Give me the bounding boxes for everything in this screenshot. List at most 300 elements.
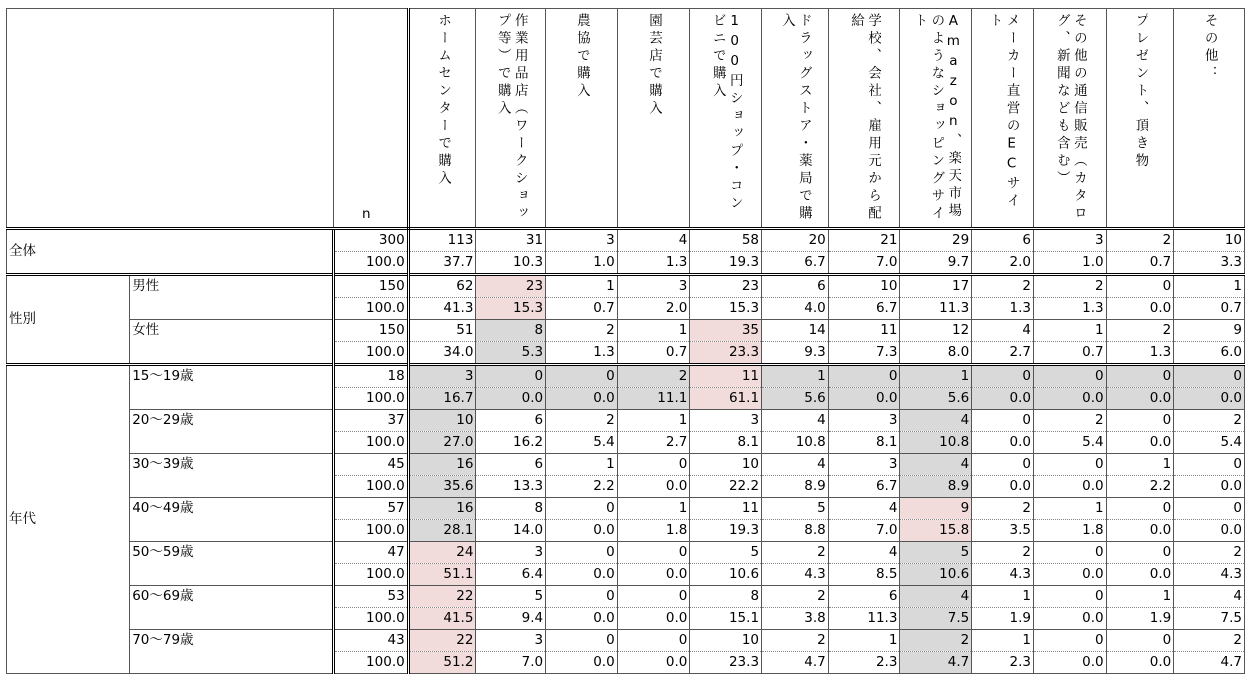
count-cell: 1 — [617, 410, 690, 432]
percent-cell: 1.3 — [1106, 342, 1174, 365]
table-row-count — [7, 229, 1245, 252]
percent-cell: 2.3 — [828, 652, 900, 674]
count-cell: 1 — [900, 365, 972, 388]
percent-cell: 0.0 — [476, 388, 546, 410]
percent-cell: 61.1 — [690, 388, 762, 410]
percent-cell: 5.6 — [762, 388, 829, 410]
count-cell: 0 — [1174, 365, 1245, 388]
percent-cell: 3.8 — [762, 608, 829, 630]
count-cell: 0 — [1106, 365, 1174, 388]
percent-cell: 22.2 — [690, 476, 762, 498]
count-cell: 4 — [762, 410, 829, 432]
table-row-count — [7, 410, 1245, 432]
column-header-text: 作業用品店（ワークショップ等）で購入 — [494, 13, 528, 223]
percent-cell: 11.1 — [617, 388, 690, 410]
count-cell: 2 — [546, 320, 618, 342]
count-cell: 2 — [546, 410, 618, 432]
count-cell: 20 — [762, 229, 829, 252]
column-header-text: ホームセンターで購入 — [435, 13, 452, 188]
count-cell: 6 — [972, 229, 1034, 252]
count-cell: 0 — [1106, 410, 1174, 432]
count-cell: 5 — [900, 542, 972, 564]
percent-cell: 2.2 — [1106, 476, 1174, 498]
count-cell: 2 — [1174, 410, 1245, 432]
percent-cell: 34.0 — [408, 342, 476, 365]
count-cell: 11 — [690, 498, 762, 520]
percent-cell: 0.0 — [1033, 608, 1106, 630]
percent-cell: 6.7 — [762, 252, 829, 275]
percent-cell: 6.7 — [828, 298, 900, 320]
percent-cell: 4.3 — [972, 564, 1034, 586]
table-row-count — [7, 498, 1245, 520]
percent-cell: 15.3 — [476, 298, 546, 320]
percent-cell: 0.0 — [1106, 388, 1174, 410]
count-cell: 0 — [972, 454, 1034, 476]
count-cell: 4 — [828, 498, 900, 520]
table-row-count — [7, 320, 1245, 342]
header-n: n — [333, 9, 408, 229]
row-label: 20～29歳 — [130, 410, 334, 454]
count-cell: 58 — [690, 229, 762, 252]
column-header-text: ドラッグストア・薬局で購入 — [778, 13, 812, 223]
percent-cell: 41.3 — [408, 298, 476, 320]
n-count-cell: 18 — [333, 365, 408, 388]
count-cell: 5 — [476, 586, 546, 608]
row-label: 男性 — [130, 275, 334, 320]
count-cell: 5 — [762, 498, 829, 520]
count-cell: 11 — [690, 365, 762, 388]
count-cell: 2 — [617, 365, 690, 388]
percent-cell: 11.3 — [828, 608, 900, 630]
count-cell: 0 — [1106, 275, 1174, 298]
count-cell: 21 — [828, 229, 900, 252]
count-cell: 0 — [617, 454, 690, 476]
percent-cell: 0.0 — [828, 388, 900, 410]
count-cell: 0 — [476, 365, 546, 388]
percent-cell: 8.0 — [900, 342, 972, 365]
percent-cell: 0.0 — [617, 608, 690, 630]
percent-cell: 0.0 — [1174, 520, 1245, 542]
count-cell: 1 — [617, 498, 690, 520]
count-cell: 2 — [900, 630, 972, 652]
percent-cell: 6.4 — [476, 564, 546, 586]
n-count-cell: 53 — [333, 586, 408, 608]
percent-cell: 4.7 — [1174, 652, 1245, 674]
percent-cell: 28.1 — [408, 520, 476, 542]
percent-cell: 35.6 — [408, 476, 476, 498]
percent-cell: 0.0 — [1033, 476, 1106, 498]
n-percent-cell: 100.0 — [333, 476, 408, 498]
column-header — [690, 9, 762, 229]
count-cell: 0 — [1033, 586, 1106, 608]
count-cell: 2 — [1174, 630, 1245, 652]
percent-cell: 6.0 — [1174, 342, 1245, 365]
percent-cell: 37.7 — [408, 252, 476, 275]
row-header-total: 全体 — [7, 229, 334, 275]
percent-cell: 1.0 — [546, 252, 618, 275]
count-cell: 1 — [546, 454, 618, 476]
count-cell: 23 — [690, 275, 762, 298]
count-cell: 2 — [762, 542, 829, 564]
count-cell: 6 — [476, 454, 546, 476]
count-cell: 35 — [690, 320, 762, 342]
count-cell: 2 — [1106, 320, 1174, 342]
n-percent-cell: 100.0 — [333, 388, 408, 410]
count-cell: 10 — [828, 275, 900, 298]
count-cell: 4 — [972, 320, 1034, 342]
percent-cell: 1.3 — [1033, 298, 1106, 320]
column-header — [476, 9, 546, 229]
count-cell: 2 — [762, 630, 829, 652]
percent-cell: 10.6 — [690, 564, 762, 586]
percent-cell: 7.0 — [828, 520, 900, 542]
percent-cell: 1.3 — [972, 298, 1034, 320]
n-percent-cell: 100.0 — [333, 564, 408, 586]
percent-cell: 15.8 — [900, 520, 972, 542]
count-cell: 0 — [972, 365, 1034, 388]
percent-cell: 5.4 — [1174, 432, 1245, 454]
row-label: 15～19歳 — [130, 365, 334, 410]
percent-cell: 4.7 — [762, 652, 829, 674]
column-header — [828, 9, 900, 229]
percent-cell: 0.0 — [1033, 388, 1106, 410]
percent-cell: 0.0 — [1106, 564, 1174, 586]
count-cell: 1 — [1033, 320, 1106, 342]
column-header-text: その他の通信販売（カタログ、新聞なども含む） — [1053, 13, 1087, 223]
percent-cell: 9.4 — [476, 608, 546, 630]
percent-cell: 0.7 — [1174, 298, 1245, 320]
percent-cell: 15.3 — [690, 298, 762, 320]
percent-cell: 7.0 — [476, 652, 546, 674]
count-cell: 8 — [476, 498, 546, 520]
n-count-cell: 150 — [333, 320, 408, 342]
percent-cell: 5.3 — [476, 342, 546, 365]
row-label: 70～79歳 — [130, 630, 334, 674]
percent-cell: 7.5 — [1174, 608, 1245, 630]
count-cell: 10 — [690, 454, 762, 476]
percent-cell: 0.0 — [1106, 298, 1174, 320]
count-cell: 4 — [617, 229, 690, 252]
percent-cell: 8.9 — [762, 476, 829, 498]
percent-cell: 27.0 — [408, 432, 476, 454]
n-count-cell: 43 — [333, 630, 408, 652]
column-header — [972, 9, 1034, 229]
table-row-count — [7, 275, 1245, 298]
count-cell: 0 — [617, 586, 690, 608]
count-cell: 0 — [617, 542, 690, 564]
percent-cell: 2.2 — [546, 476, 618, 498]
percent-cell: 0.0 — [546, 564, 618, 586]
count-cell: 0 — [617, 630, 690, 652]
column-header — [1174, 9, 1245, 229]
count-cell: 4 — [1174, 586, 1245, 608]
percent-cell: 0.7 — [617, 342, 690, 365]
percent-cell: 0.0 — [617, 652, 690, 674]
percent-cell: 0.0 — [1174, 388, 1245, 410]
percent-cell: 0.0 — [1106, 432, 1174, 454]
table-row-count — [7, 454, 1245, 476]
crosstab-table — [6, 8, 1245, 674]
count-cell: 3 — [476, 630, 546, 652]
column-header-text: その他： — [1201, 13, 1218, 83]
percent-cell: 5.4 — [1033, 432, 1106, 454]
percent-cell: 10.6 — [900, 564, 972, 586]
percent-cell: 16.2 — [476, 432, 546, 454]
count-cell: 1 — [1106, 586, 1174, 608]
count-cell: 10 — [690, 630, 762, 652]
count-cell: 9 — [1174, 320, 1245, 342]
percent-cell: 0.0 — [1033, 652, 1106, 674]
count-cell: 0 — [546, 365, 618, 388]
percent-cell: 0.0 — [972, 476, 1034, 498]
n-count-cell: 57 — [333, 498, 408, 520]
row-label: 40～49歳 — [130, 498, 334, 542]
percent-cell: 0.0 — [546, 652, 618, 674]
percent-cell: 51.1 — [408, 564, 476, 586]
count-cell: 1 — [1033, 498, 1106, 520]
count-cell: 22 — [408, 630, 476, 652]
column-header — [1033, 9, 1106, 229]
n-percent-cell: 100.0 — [333, 432, 408, 454]
percent-cell: 10.8 — [762, 432, 829, 454]
column-header — [408, 9, 476, 229]
count-cell: 4 — [900, 454, 972, 476]
count-cell: 0 — [972, 410, 1034, 432]
n-count-cell: 37 — [333, 410, 408, 432]
column-header — [617, 9, 690, 229]
n-percent-cell: 100.0 — [333, 520, 408, 542]
count-cell: 62 — [408, 275, 476, 298]
count-cell: 1 — [828, 630, 900, 652]
count-cell: 0 — [1033, 365, 1106, 388]
count-cell: 4 — [828, 542, 900, 564]
count-cell: 0 — [546, 542, 618, 564]
count-cell: 0 — [1106, 542, 1174, 564]
percent-cell: 13.3 — [476, 476, 546, 498]
n-count-cell: 300 — [333, 229, 408, 252]
count-cell: 11 — [828, 320, 900, 342]
count-cell: 1 — [617, 320, 690, 342]
percent-cell: 4.7 — [900, 652, 972, 674]
count-cell: 9 — [900, 498, 972, 520]
count-cell: 16 — [408, 454, 476, 476]
count-cell: 14 — [762, 320, 829, 342]
count-cell: 16 — [408, 498, 476, 520]
percent-cell: 6.7 — [828, 476, 900, 498]
percent-cell: 4.3 — [762, 564, 829, 586]
count-cell: 22 — [408, 586, 476, 608]
count-cell: 0 — [828, 365, 900, 388]
count-cell: 0 — [1174, 454, 1245, 476]
table-row-count — [7, 542, 1245, 564]
percent-cell: 5.6 — [900, 388, 972, 410]
count-cell: 113 — [408, 229, 476, 252]
row-label: 60～69歳 — [130, 586, 334, 630]
count-cell: 0 — [1033, 630, 1106, 652]
n-count-cell: 150 — [333, 275, 408, 298]
count-cell: 8 — [690, 586, 762, 608]
count-cell: 0 — [546, 630, 618, 652]
column-header-text: 学校、会社、雇用元から配給 — [848, 13, 882, 223]
percent-cell: 7.3 — [828, 342, 900, 365]
count-cell: 2 — [1106, 229, 1174, 252]
percent-cell: 41.5 — [408, 608, 476, 630]
percent-cell: 1.3 — [546, 342, 618, 365]
count-cell: 3 — [546, 229, 618, 252]
row-group-header: 年代 — [7, 365, 130, 674]
count-cell: 0 — [1174, 498, 1245, 520]
count-cell: 0 — [546, 498, 618, 520]
table-row-count — [7, 586, 1245, 608]
row-label: 30～39歳 — [130, 454, 334, 498]
count-cell: 1 — [1174, 275, 1245, 298]
percent-cell: 0.0 — [546, 520, 618, 542]
header-corner — [7, 9, 334, 229]
percent-cell: 2.0 — [617, 298, 690, 320]
count-cell: 2 — [1174, 542, 1245, 564]
percent-cell: 0.0 — [1106, 652, 1174, 674]
percent-cell: 9.3 — [762, 342, 829, 365]
percent-cell: 0.7 — [1106, 252, 1174, 275]
row-group-header: 性別 — [7, 275, 130, 365]
column-header-text: 100円ショップ・コンビニで購入 — [709, 13, 743, 213]
column-header — [762, 9, 829, 229]
column-header-text: プレゼント、頂き物 — [1132, 13, 1149, 171]
count-cell: 1 — [546, 275, 618, 298]
percent-cell: 0.0 — [1106, 520, 1174, 542]
percent-cell: 0.0 — [546, 388, 618, 410]
count-cell: 51 — [408, 320, 476, 342]
percent-cell: 0.0 — [972, 432, 1034, 454]
count-cell: 1 — [972, 630, 1034, 652]
column-header — [1106, 9, 1174, 229]
count-cell: 0 — [1106, 630, 1174, 652]
count-cell: 0 — [1033, 454, 1106, 476]
count-cell: 3 — [828, 454, 900, 476]
percent-cell: 14.0 — [476, 520, 546, 542]
percent-cell: 9.7 — [900, 252, 972, 275]
percent-cell: 3.5 — [972, 520, 1034, 542]
count-cell: 1 — [1106, 454, 1174, 476]
count-cell: 17 — [900, 275, 972, 298]
percent-cell: 0.0 — [617, 476, 690, 498]
n-percent-cell: 100.0 — [333, 252, 408, 275]
n-percent-cell: 100.0 — [333, 608, 408, 630]
count-cell: 3 — [1033, 229, 1106, 252]
percent-cell: 5.4 — [546, 432, 618, 454]
percent-cell: 1.8 — [617, 520, 690, 542]
count-cell: 0 — [1106, 498, 1174, 520]
percent-cell: 19.3 — [690, 252, 762, 275]
count-cell: 24 — [408, 542, 476, 564]
count-cell: 2 — [1033, 410, 1106, 432]
count-cell: 0 — [546, 586, 618, 608]
count-cell: 3 — [617, 275, 690, 298]
header-row — [7, 9, 1245, 229]
count-cell: 3 — [828, 410, 900, 432]
column-header-text: 園芸店で購入 — [646, 13, 663, 118]
n-count-cell: 45 — [333, 454, 408, 476]
table-row-count — [7, 365, 1245, 388]
column-header — [546, 9, 618, 229]
column-header-text: Amazon、楽天市場のようなショッピングサイト — [911, 13, 962, 223]
count-cell: 5 — [690, 542, 762, 564]
percent-cell: 2.3 — [972, 652, 1034, 674]
percent-cell: 7.5 — [900, 608, 972, 630]
count-cell: 3 — [690, 410, 762, 432]
row-label: 50～59歳 — [130, 542, 334, 586]
percent-cell: 10.8 — [900, 432, 972, 454]
percent-cell: 7.0 — [828, 252, 900, 275]
percent-cell: 0.7 — [1033, 342, 1106, 365]
count-cell: 6 — [828, 586, 900, 608]
column-header-text: 農協で購入 — [573, 13, 590, 101]
percent-cell: 3.3 — [1174, 252, 1245, 275]
column-header — [900, 9, 972, 229]
count-cell: 1 — [972, 586, 1034, 608]
percent-cell: 1.9 — [1106, 608, 1174, 630]
count-cell: 4 — [900, 586, 972, 608]
percent-cell: 1.3 — [617, 252, 690, 275]
count-cell: 4 — [762, 454, 829, 476]
count-cell: 2 — [972, 275, 1034, 298]
percent-cell: 4.3 — [1174, 564, 1245, 586]
percent-cell: 16.7 — [408, 388, 476, 410]
percent-cell: 11.3 — [900, 298, 972, 320]
percent-cell: 8.8 — [762, 520, 829, 542]
percent-cell: 23.3 — [690, 652, 762, 674]
percent-cell: 8.5 — [828, 564, 900, 586]
count-cell: 31 — [476, 229, 546, 252]
percent-cell: 19.3 — [690, 520, 762, 542]
column-header-text: メーカー直営のECサイト — [986, 13, 1020, 211]
count-cell: 8 — [476, 320, 546, 342]
count-cell: 6 — [476, 410, 546, 432]
count-cell: 1 — [762, 365, 829, 388]
percent-cell: 8.9 — [900, 476, 972, 498]
percent-cell: 0.0 — [1174, 476, 1245, 498]
count-cell: 4 — [900, 410, 972, 432]
count-cell: 23 — [476, 275, 546, 298]
percent-cell: 0.0 — [546, 608, 618, 630]
n-percent-cell: 100.0 — [333, 298, 408, 320]
percent-cell: 8.1 — [828, 432, 900, 454]
percent-cell: 23.3 — [690, 342, 762, 365]
percent-cell: 0.7 — [546, 298, 618, 320]
percent-cell: 1.0 — [1033, 252, 1106, 275]
count-cell: 2 — [972, 542, 1034, 564]
count-cell: 3 — [408, 365, 476, 388]
percent-cell: 4.0 — [762, 298, 829, 320]
n-percent-cell: 100.0 — [333, 342, 408, 365]
count-cell: 6 — [762, 275, 829, 298]
count-cell: 3 — [476, 542, 546, 564]
percent-cell: 2.7 — [617, 432, 690, 454]
percent-cell: 0.0 — [617, 564, 690, 586]
count-cell: 2 — [1033, 275, 1106, 298]
percent-cell: 2.7 — [972, 342, 1034, 365]
percent-cell: 2.0 — [972, 252, 1034, 275]
count-cell: 0 — [1033, 542, 1106, 564]
row-label: 女性 — [130, 320, 334, 365]
percent-cell: 10.3 — [476, 252, 546, 275]
percent-cell: 1.9 — [972, 608, 1034, 630]
percent-cell: 0.0 — [972, 388, 1034, 410]
percent-cell: 15.1 — [690, 608, 762, 630]
count-cell: 10 — [1174, 229, 1245, 252]
count-cell: 2 — [762, 586, 829, 608]
count-cell: 10 — [408, 410, 476, 432]
